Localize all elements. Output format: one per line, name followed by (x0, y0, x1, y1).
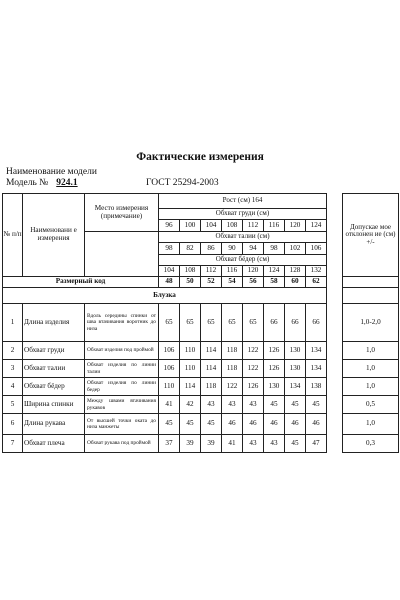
row-value: 45 (306, 396, 327, 414)
row-value: 130 (285, 342, 306, 360)
row-tolerance: 0,3 (343, 435, 399, 453)
row-value: 130 (264, 378, 285, 396)
row-measure-name: Обхват бёдер (23, 378, 85, 396)
row-value: 114 (201, 342, 222, 360)
row-tolerance: 1,0 (343, 378, 399, 396)
row-measure-place: Вдоль середины спинки от шва втачивания воротник до низа (85, 304, 159, 342)
row-value: 106 (159, 342, 180, 360)
row-value: 114 (180, 378, 201, 396)
row-value: 45 (159, 414, 180, 435)
document-title: Фактические измерения (136, 151, 264, 163)
row-value: 66 (306, 304, 327, 342)
row-number: 6 (3, 414, 23, 435)
row-value: 134 (306, 360, 327, 378)
waist-value: 86 (201, 243, 222, 255)
row-measure-name: Обхват плеча (23, 435, 85, 453)
row-value: 130 (285, 360, 306, 378)
table-row (3, 396, 399, 414)
chest-value: 124 (306, 220, 327, 232)
row-value: 46 (306, 414, 327, 435)
hips-value: 128 (285, 266, 306, 277)
row-value: 110 (180, 360, 201, 378)
row-measure-place: Обхват изделия под проймой (85, 342, 159, 360)
table-row (3, 378, 399, 396)
row-value: 41 (222, 435, 243, 453)
model-row (6, 178, 366, 188)
model-number: 924.1 (56, 178, 78, 188)
row-tolerance: 1,0 (343, 414, 399, 435)
row-value: 46 (285, 414, 306, 435)
row-value: 65 (180, 304, 201, 342)
row-value: 65 (201, 304, 222, 342)
row-tolerance: 1,0 (343, 342, 399, 360)
row-measure-name: Длина рукава (23, 414, 85, 435)
chest-value: 100 (180, 220, 201, 232)
size-code-value: 52 (201, 277, 222, 288)
row-value: 45 (201, 414, 222, 435)
row-value: 114 (201, 360, 222, 378)
size-code-value: 54 (222, 277, 243, 288)
table-row (3, 414, 399, 435)
waist-value: 98 (264, 243, 285, 255)
model-label: Модель № (6, 178, 49, 188)
chest-value: 112 (243, 220, 264, 232)
section-title: Блузка (3, 288, 327, 304)
row-value: 43 (264, 435, 285, 453)
size-code-value: 56 (243, 277, 264, 288)
hips-value: 108 (180, 266, 201, 277)
row-value: 138 (306, 378, 327, 396)
row-measure-name: Обхват груди (23, 342, 85, 360)
row-value: 43 (222, 396, 243, 414)
row-measure-name: Ширина спинки (23, 396, 85, 414)
hips-value: 104 (159, 266, 180, 277)
row-value: 39 (180, 435, 201, 453)
size-code-value: 58 (264, 277, 285, 288)
chest-value: 104 (201, 220, 222, 232)
hips-value: 116 (222, 266, 243, 277)
row-value: 134 (285, 378, 306, 396)
model-name-label: Наименование модели (6, 167, 97, 177)
row-value: 118 (222, 342, 243, 360)
row-value: 45 (285, 435, 306, 453)
row-value: 106 (159, 360, 180, 378)
row-value: 46 (222, 414, 243, 435)
row-number: 4 (3, 378, 23, 396)
row-value: 43 (201, 396, 222, 414)
header-height: Рост (см) 164 (159, 194, 327, 209)
row-measure-place: Между швами втачивания рукавов (85, 396, 159, 414)
row-tolerance: 0,5 (343, 396, 399, 414)
row-value: 43 (243, 396, 264, 414)
row-value: 39 (201, 435, 222, 453)
row-value: 45 (285, 396, 306, 414)
row-value: 66 (285, 304, 306, 342)
hips-value: 120 (243, 266, 264, 277)
table-row (3, 304, 399, 342)
hips-value: 112 (201, 266, 222, 277)
row-value: 65 (243, 304, 264, 342)
row-value: 122 (243, 360, 264, 378)
row-value: 46 (243, 414, 264, 435)
waist-value: 82 (180, 243, 201, 255)
waist-value: 102 (285, 243, 306, 255)
table-row (3, 435, 399, 453)
row-value: 126 (264, 342, 285, 360)
gost-standard: ГОСТ 25294-2003 (146, 178, 219, 188)
row-measure-name: Длина изделия (23, 304, 85, 342)
row-value: 122 (243, 342, 264, 360)
row-value: 46 (264, 414, 285, 435)
measurements-table (2, 193, 399, 453)
row-number: 2 (3, 342, 23, 360)
hips-value: 124 (264, 266, 285, 277)
row-tolerance: 1,0-2,0 (343, 304, 399, 342)
row-measure-place: От высшей точки оката до низа манжеты (85, 414, 159, 435)
table-row (3, 360, 399, 378)
row-value: 37 (159, 435, 180, 453)
row-number: 5 (3, 396, 23, 414)
row-value: 122 (222, 378, 243, 396)
row-value: 45 (264, 396, 285, 414)
header-measure-name: Наименовани е измерения (23, 194, 85, 277)
row-number: 1 (3, 304, 23, 342)
header-chest-label: Обхват груди (см) (159, 209, 327, 220)
row-tolerance: 1,0 (343, 360, 399, 378)
waist-value: 94 (243, 243, 264, 255)
row-value: 45 (180, 414, 201, 435)
header-place: Место измерения (примечание) (85, 194, 159, 232)
waist-value: 98 (159, 243, 180, 255)
row-value: 41 (159, 396, 180, 414)
row-value: 110 (159, 378, 180, 396)
row-value: 42 (180, 396, 201, 414)
hips-value: 132 (306, 266, 327, 277)
chest-value: 120 (285, 220, 306, 232)
row-value: 110 (180, 342, 201, 360)
row-value: 118 (222, 360, 243, 378)
header-tolerance: Допускае мое отклонен ие (см) +/- (343, 194, 399, 277)
header-pp: № п/п (3, 194, 23, 277)
row-value: 43 (243, 435, 264, 453)
table-row (3, 342, 399, 360)
row-value: 118 (201, 378, 222, 396)
row-value: 126 (264, 360, 285, 378)
size-code-value: 60 (285, 277, 306, 288)
size-code-value: 48 (159, 277, 180, 288)
waist-value: 106 (306, 243, 327, 255)
row-number: 3 (3, 360, 23, 378)
row-measure-place: Обхват рукава под проймой (85, 435, 159, 453)
row-value: 65 (222, 304, 243, 342)
size-code-value: 50 (180, 277, 201, 288)
chest-value: 116 (264, 220, 285, 232)
size-code-label: Размерный код (3, 277, 159, 288)
chest-value: 96 (159, 220, 180, 232)
chest-value: 108 (222, 220, 243, 232)
waist-value: 90 (222, 243, 243, 255)
row-value: 65 (159, 304, 180, 342)
row-value: 47 (306, 435, 327, 453)
header-waist-label: Обхват талии (см) (159, 232, 327, 243)
row-value: 134 (306, 342, 327, 360)
row-measure-name: Обхват талии (23, 360, 85, 378)
row-number: 7 (3, 435, 23, 453)
header-hips-label: Обхват бёдер (см) (159, 255, 327, 266)
row-measure-place: Обхват изделия по линии бедер (85, 378, 159, 396)
size-code-value: 62 (306, 277, 327, 288)
row-value: 66 (264, 304, 285, 342)
row-value: 126 (243, 378, 264, 396)
row-measure-place: Обхват изделия по линии талии (85, 360, 159, 378)
